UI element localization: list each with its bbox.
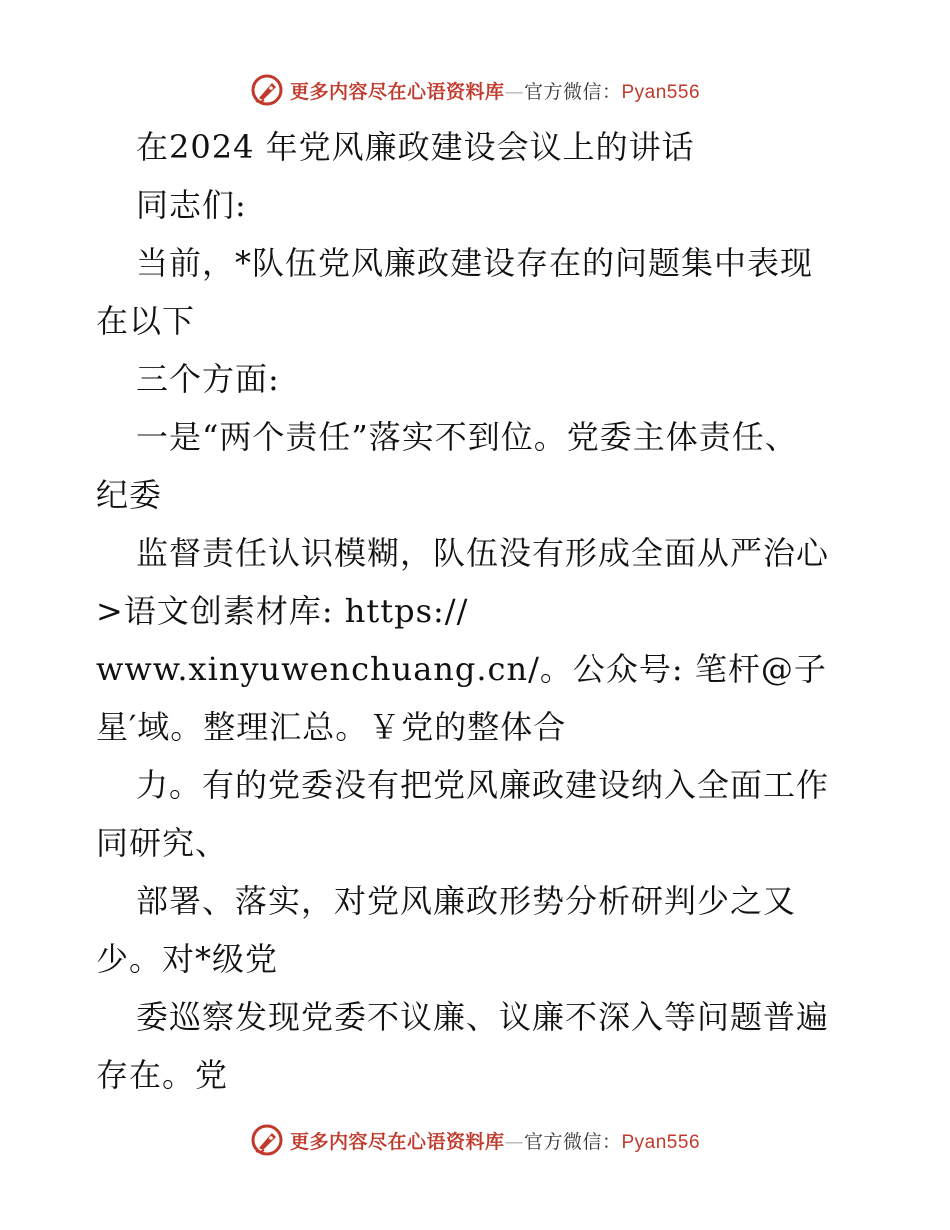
document-line: 力。有的党委没有把党风廉政建设纳入全面工作 — [136, 766, 830, 804]
banner-official: 官方微信： — [523, 80, 622, 103]
banner-id: Pyan556 — [621, 1131, 701, 1153]
pen-nib-logo-icon — [250, 1123, 284, 1157]
banner-dash: — — [504, 1130, 524, 1153]
banner-text — [290, 1127, 700, 1154]
document-line: www.xinyuwenchuang.cn/。公众号: 笔杆@子 — [96, 650, 827, 688]
footer-banner — [0, 1120, 950, 1160]
pen-nib-logo-icon — [250, 73, 284, 107]
document-line: 星′域。整理汇总。￥党的整体合 — [96, 708, 567, 746]
banner-dash: — — [504, 80, 524, 103]
document-line: 同志们: — [136, 186, 247, 224]
banner-text — [290, 77, 700, 104]
document-line: 当前，*队伍党风廉政建设存在的问题集中表现 — [136, 244, 814, 282]
document-line: 委巡察发现党委不议廉、议廉不深入等问题普遍 — [136, 998, 830, 1036]
document-line: 纪委 — [96, 476, 163, 514]
document-line: 一是“两个责任”落实不到位。党委主体责任、 — [136, 418, 798, 456]
document-line: 同研究、 — [96, 824, 229, 862]
header-banner — [0, 70, 950, 110]
document-line: 在以下 — [96, 302, 196, 340]
document-line: 在2024 年党风廉政建设会议上的讲话 — [136, 128, 695, 166]
document-line: 少。对*级党 — [96, 940, 279, 978]
document-line: 部署、落实，对党风廉政形势分析研判少之又 — [136, 882, 797, 920]
banner-id: Pyan556 — [621, 81, 701, 103]
banner-official: 官方微信： — [523, 1130, 622, 1153]
document-body — [96, 118, 866, 1104]
document-line: >语文创素材库: https:// — [96, 592, 469, 630]
document-line: 监督责任认识模糊，队伍没有形成全面从严治心 — [136, 534, 830, 572]
banner-prefix: 更多内容尽在心语资料库 — [289, 80, 505, 103]
banner-prefix: 更多内容尽在心语资料库 — [289, 1130, 505, 1153]
document-line: 存在。党 — [96, 1056, 229, 1094]
document-line: 三个方面: — [136, 360, 280, 398]
